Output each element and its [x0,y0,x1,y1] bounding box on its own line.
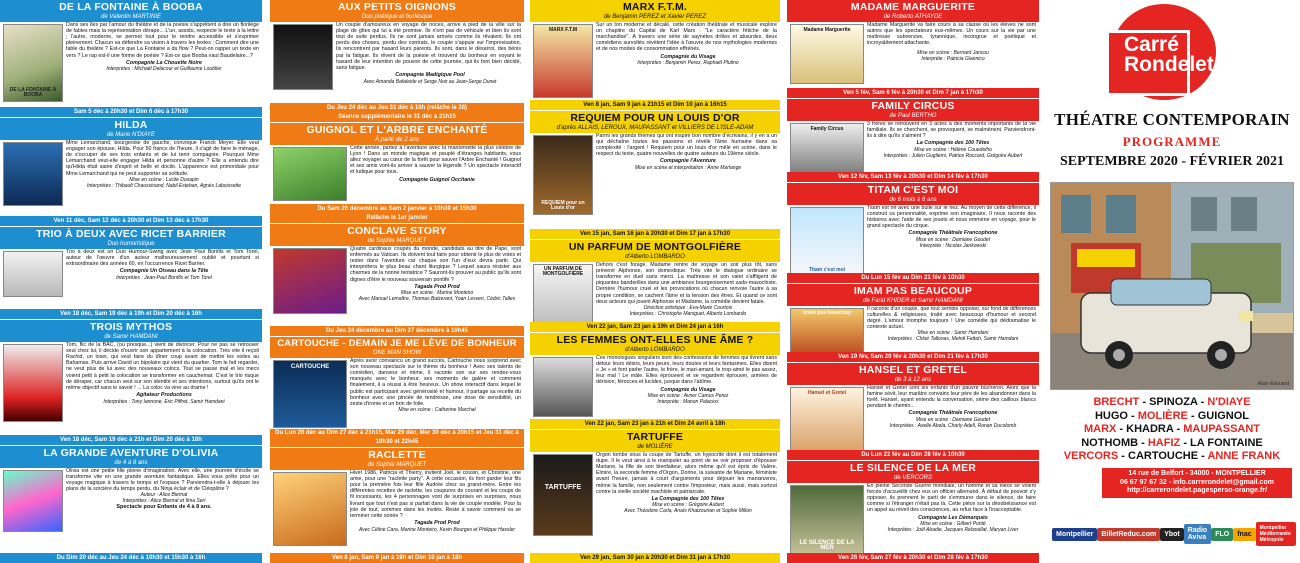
author-name: HAFIZ [1147,436,1181,449]
authors-row: VERCORS - CARTOUCHE - ANNE FRANK [1063,450,1281,462]
show-dates: Du Lun 22 fév au Dim 28 fév à 10h30 [787,450,1039,460]
show-description: Un couple d'amoureux en voyage de noces, arrive à pied de la ville sur la plage de gîtes qui lui a été promise. Ils n'ont pas de véhicule et bien ils sont tout de suite perdus. Ils ne sont jamais arrivés comme ils rêvaient. Ils ont perdu des choses, perdu des contrats, le couple s'appuie sur l'improvisation. Ils rencontrent par hasard leurs parents. Ils sont, dans le désarroi, des bénis par la fatigue. Ils rêvent de la poésie et trouvent du bonheur en voyant le hasard de leur intention de pouvoir de cette journée, qui ils font bien décidé, sans fatigue. [336,21,521,71]
show-image [273,360,347,428]
show-description: Trio à deux est un Duo Humour-Swing avec Jean Paul Bonfils et Tom Torel, auteur de l'œuvre d'un auteur malheureusement oublié et pourtant si extraordinaire des années 60, en l'occurrence Ricet Barrier. [66,248,259,267]
show-description: Après avoir convaincu un grand succès, Cartouche nous surprend avec son nouveau spectacle sur le thème du bonheur ! Avec ses talents de comédien, danseur et mime, il raconte son sur ses rendez-vous manqués avec le bonheur, ses moments de galère et comment finalement, il a réussi à être heureux. Un show interactif dans lequel le public est participant avec générosité et humour, il partage sa recette du bonheur avec une pincée de tendresse, une dose de sensibilité, un zeste d'ironie et un brin de folie. [350,357,521,407]
authors-row: NOTHOMB - HAFIZ - LA FONTAINE [1081,436,1263,449]
show-image [533,135,593,215]
show-staging: Mise en scène et interprétation : Anne Marlange [634,164,742,171]
show-author: de Samir HAMDANI [104,333,158,340]
show-title: LE SILENCE DE LA MER [849,462,977,474]
show-header [270,337,524,358]
show-staging: Mise en scène : Hélène Couedelho [914,146,992,153]
author-name: MAUPASSANT [1183,423,1261,435]
show-header [530,111,780,133]
author-name: BRECHT [1093,396,1140,408]
image-caption: UN PARFUM DE MONTGOLFIÈRE [542,265,584,277]
show-author: de Paul BERTHO [889,112,937,119]
column-1 [0,0,262,563]
show-description: Dans ses îles par l'amour du théâtre et de la poésie s'apprêtent à dire un florilège de fables mais la représentation dérape... L'un, assidu, respecte le texte à la lettre ; l'autre, moderne, se permet tout pour le rendre accessible et s'exprimer pleinement. Chacun va défendre sa vision à travers les textes : Comment dire une fable du théâtre ? Est-ce que La Fontaine a du flow ? Peut-on rapper un texte en vers ? Le rap est-il une forme de poésie ? Est-ce que Booba vaut Baudelaire...? [66,21,259,59]
show-staging: Mise en scène : Samir Hamdani [917,330,989,337]
image-caption: LE SILENCE DE LA MER [799,539,855,551]
show-credit: Interprète : Manon Palacios [657,399,719,406]
show-header [787,461,1039,483]
show-image [790,207,864,277]
show-dates: Ven 19 fév, Sam 20 fév à 20h30 et Dim 21 fév à 17h30 [787,352,1039,362]
show-title: TROIS MYTHOS [89,321,173,333]
show-company: Agitateur Productions [136,392,192,399]
show-image [790,387,864,453]
show-header [530,333,780,355]
show-description: Parmi les grands thèmes qui ont inspiré bon nombre d'écrivains, il y en a un qui déchaîne toutes les passions et révèle l'âme humaine dans sa complexité : l'argent ! Requiem pour un louis d'or mêle en scène, dans le respect du texte, quatre nouvelles de quatre auteurs du 19ème siècle. [596,132,777,158]
show-credit: Interprètes : Chloé Tallonas, Mehdi Fettah, Samir Hamdani [887,336,1019,343]
show-credit: Interprètes : Joël Abadie, Jacques Rebouillat, Maryan Liver [887,527,1019,534]
show-title: RACLETTE [368,449,426,461]
show-description: Tom, flic de la BAC, (ou presque...) vient de divorcer. Pour ne pas se retrouver seul chez lui, il décide d'ouvrir son appartement à la colocation. Très vite il reçoit Rachid, un loser, qui veut faire du dîner coup avant de mettre les voiles au Bahamas. Puis arrive David un bipolaire qui vient du quartier. Tom le fait regarder, ne veut plus de lui avec des nouveaux colocs. Tout se passe mal et les mecs voient petit à petit la colocation se transformer en cauchemar. C'est le trio risque de déraper, car chacun veut sur son identité et ses intentions, surtout qu'ils ont le même objectif sans le savoir ! ... La coloc va virer au drame ! [66,341,259,391]
show-imam [787,284,1039,362]
postal-address: 14 rue de Belfort - 34000 - MONTPELLIER [1128,470,1266,477]
show-credit: Interprète : Nicolas Jankowski [919,242,987,249]
authors-row: BRECHT - SPINOZA - N'DIAYE [1093,396,1251,408]
show-dates: Du Jeu 24 décembre au Dim 27 décembre à 19h45 [270,326,524,336]
show-description: 3 frères se retrouvent en 3 actes à des moments importants de la vie familiale. Ils se cherchent, se provoquent, se malmènent. Parviendront-ils à dire qu'ils s'aiment ? [867,120,1036,139]
show-oignons [270,0,524,122]
image-caption: CARTOUCHE [290,363,330,370]
show-credit: Avec Théodore Carla, Anaïs Khatzourian et Sophie Millon [624,508,752,515]
show-title: HILDA [114,119,148,131]
show-dates: Ven 18 déc, Sam 19 déc à 21h et Dim 20 déc à 18h [0,435,262,445]
image-caption: REQUIEM pour un Louis d'or [541,199,585,211]
show-company: Compagnie Théâtrale Francophone [908,230,998,237]
show-company: Compagnie La Chouette Noire [126,59,202,66]
show-author: de MOLIÈRE [637,443,673,450]
show-dates: Ven 5 fév, Sam 6 fév à 20h30 et Dim 7 jan à 17h30 [787,88,1039,98]
show-title: CARTOUCHE - DEMAIN JE ME LÈVE DE BONHEUR [277,338,517,349]
sponsor-logos [1052,512,1296,556]
show-image [273,248,347,314]
show-guignol [270,123,524,223]
show-dates: Du Sam 26 décembre au Sam 2 janvier à 10h30 et 15h30 [270,204,524,214]
show-dates: Ven 8 jan, Sam 9 jan à 19h et Dim 10 jan à 18h [270,553,524,563]
show-author: de 3 à 12 ans [894,376,932,383]
show-dates: Du Jeu 24 déc au Jeu 31 déc à 18h (relâche le 28) [270,103,524,113]
show-company: La Compagnie des 100 Têtes [651,495,725,502]
show-header [270,123,524,145]
image-caption: Family Circus [810,125,844,132]
show-dates: Ven 18 déc, Sam 19 déc à 19h et Dim 20 déc à 16h [0,309,262,319]
show-credit: Interprètes : Tony Iannone, Eric Piffret, Samir Hamdani [103,398,225,405]
show-title: MARX F.T.M. [622,1,688,13]
show-header [530,0,780,22]
show-hilda [0,118,262,226]
show-header [530,240,780,262]
show-dates: Du Lun 28 déc au Dim 27 déc à 21h15, Mar 29 déc, Mer 30 déc à 20h15 et Jeu 31 déc à 19h30 et 22h45 [270,429,524,447]
author-name: MOLIÈRE [1137,409,1188,422]
show-author: de 4 à 8 ans [114,459,148,466]
show-company: Compagnie Les Démarqués [918,514,988,521]
show-dates: Ven 22 jan, Sam 23 jan à 21h et Dim 24 avril à 18h [530,419,780,429]
show-marx [530,0,780,110]
show-staging: Mise en scène : Catherine Marchal [398,407,476,414]
show-image [273,24,333,90]
cover-panel [1042,0,1300,563]
show-author: de Sophie MARQUET [367,461,427,468]
sponsor-logo: Radio Aviva [1184,524,1211,544]
show-staging: Mise en scène : Lucile Dusapin [129,176,199,183]
carre-rondelet-logo [1106,4,1226,104]
show-credit: Interprète : Patricia Giannico [921,56,985,63]
show-image [790,308,864,356]
show-author: de Benjamin PEREZ et Xavier PEREZ [603,13,707,20]
show-title: UN PARFUM DE MONTGOLFIÈRE [568,241,742,253]
show-title: FAMILY CIRCUS [871,100,955,112]
show-cartouche [270,337,524,447]
show-header [787,0,1039,22]
show-femmes [530,333,780,429]
show-header [530,430,780,452]
show-credit: Interprètes : Julien Gugliemi, Patrice Roccard, Grégoire Aubert [883,152,1023,159]
show-hansel [787,363,1039,460]
show-dates: Du Dim 20 déc au Jeu 24 déc à 10h30 et 15h30 à 16h [0,553,262,563]
show-staging: Mise en scène : Marine Monteiro [400,290,474,297]
show-title: TRIO À DEUX AVEC RICET BARRIER [36,228,226,240]
author-name: MARX [1083,423,1117,435]
show-title: LA GRANDE AVENTURE D'OLIVIA [43,447,219,459]
show-credit: Interprètes : Thibault Chaussinand, Nabil Esteban, Agnès Laboissette [86,182,242,189]
show-header [270,448,524,470]
painting-signature: Alain Edouard [1257,381,1289,387]
street-scene-illustration [1051,183,1294,390]
show-olivia [0,446,262,563]
show-image [533,264,593,328]
show-titam [787,183,1039,283]
show-marguerite [787,0,1039,98]
show-dates: Ven 8 jan, Sam 9 jan à 21h15 et Dim 10 jan à 16h15 [530,100,780,110]
show-title: MADAME MARGUERITE [850,1,976,13]
show-image [790,24,864,84]
show-company: Compagnie Un Oiseau dans la Tête [119,268,209,275]
authors-row: MARX - KHADRA - MAUPASSANT [1083,423,1261,435]
show-header [0,118,262,140]
show-description: Hiver 1986, Patricia et Thierry, invitent Joël, le cousin, et Christine, une amie, pour une "raclette party". À cette occasion, ils font garder leur fils pour la première fois leur fille Audrée chez sa grand-mère. Entre les différentes recettes de raclette, les coupures de courant et les coups de fil incessants, les 4 personnages vont de surprises en surprises, nous livrant que tout n'est pas si parfait dans la vie de couple modèle. Pour la joie de tout, sommes dans les invités. Reste à savoir comment va se terminer cette soirée ? [350,469,521,519]
show-title: REQUIEM POUR UN LOUIS D'OR [570,112,740,124]
show-dates: Ven 11 déc, Sam 12 déc à 20h30 et Dim 13 déc à 17h30 [0,216,262,226]
show-company: La Compagnie des 100 Têtes [916,140,990,147]
show-note: Séance supplémentaire le 31 déc à 21h15 [270,113,524,122]
show-image [533,357,593,417]
show-description: Orgon tombe sous la coupe de Tartuffe, un hypocrite dont il est totalement dupe. Il le veut ainsi à le manipuler au point de se voir proposer d'épouser Mariane, la fille de son bienfaiteur, alors même qu'il est épris de Valère. Elmire, la seconde femme d'Orgon, Dorine, la suivante de Mariane, féministe avant l'heure, jamais à court d'arguments pour déjouer les manœuvres, même la famille, non seulement contre l'imposteur, mais aussi, mais surtout contre la vieille société machiste et patriarcale. [596,451,777,495]
show-company: Compagnie l'Aventure [659,158,716,165]
show-author: de Roberto ATHAYDE [883,13,943,20]
show-description: Olivia est une petite fille pleine d'imagination. Avec elle, une journée d'école se transforme vite en une grande aventure fantastique. Elles vous prêts pour un voyage magique à travers le temps et l'espace ? Parviendra-t-elle à déjouer les plans de la sorcière du temps perdu, du Ninja éclair et de Cléopâtre ? [66,467,259,493]
show-dates: Ven 12 fév, Sam 13 fév à 20h30 et Dim 14 fév à 17h30 [787,172,1039,182]
show-image [3,251,63,297]
cover-painting [1050,182,1294,390]
show-title: CONCLAVE STORY [347,225,447,237]
show-conclave [270,224,524,336]
author-name: LA FONTAINE [1190,436,1263,449]
author-name: VERCORS [1063,450,1119,462]
show-company: Tagada Prod Prod [414,520,460,527]
sponsor-logo: fnac [1233,528,1255,541]
image-caption: Hansel et Gretel [807,389,847,396]
image-caption: Madame Marguerite [803,26,851,33]
show-credit: Interprètes : Michaël Delacour et Guillaume Loublier [106,66,222,73]
author-name: HUGO [1094,409,1128,422]
show-dates: Ven 22 jan, Sam 23 jan à 19h et Dim 24 jan à 16h [530,322,780,332]
show-header [0,0,262,22]
show-credit: Interprètes : Benjamin Perez, Raphaël Plutino [637,60,739,67]
show-title: DE LA FONTAINE À BOOBA [59,1,203,13]
programme-label: PROGRAMME [1122,134,1222,149]
show-tartuffe [530,430,780,563]
column-2 [270,0,524,563]
show-description: Quatre cardinaux coupés du monde, candidats au titre de Pape, sont enfermés au Vatican. Ils doivent tout faire pour obtenir le plus de votes et rester dans l'aventure car chaque soir l'un d'eux devra partir. Qui interprétera le plus beau chant liturgique ? Lequel saura résister aux charmes de la nonne tentatrice ? Sauront-ils prouver au public qu'ils sont dignes d'être le nouveau souverain pontife ? [350,245,521,283]
show-author: d'Alberto LOMBARDO [625,253,685,260]
show-description: Ces monologues singuliers sont des confessions de femmes qui livrent sans détour leurs désirs, leurs peurs, leurs doutes et leurs fantasmes. Elles disent « Je » et font parler l'autre, le frère, le mari-amant, le trop-aimé le pas assez, leur mal ! Le mâle. Elles éprouvent et se regardent éprouver, armées de dérision, férocces et lucides, jusque dans l'abîme. [596,354,777,386]
show-description: Il raconte d'un couple, que tout semble opposer, sur fond de différences culturelles & religieuses, traité avec beaucoup d'humour et second degré. L'amour triomphe toujours ! Une comédie qui dédramatise le contexte actuel. [867,305,1036,331]
show-fontaine [0,0,262,117]
show-author: Duo poétique et burlesque [361,13,433,20]
image-caption: Titam c'est moi [808,267,846,273]
contact-block [1102,468,1292,498]
image-caption: DE LA FONTAINE À BOOBA [9,86,57,98]
show-company: Compagnie du Visage [660,53,716,60]
show-description: Madame Marguerite va faire cours à sa classe où les élèves ne sont autres que les spectateurs eux-mêmes. Un cours sur la vie par une maîtresse subversive, tyrannique, incongrue et poétique et incroyablement attachante. [867,21,1036,47]
show-staging: Mise en scène : Damiane Goudet [915,236,991,243]
show-author: de Marie N'DIAYE [106,131,156,138]
show-author: Duo humoristique [107,240,155,247]
show-credit: Avec Amanda Bafaleide et Serge Noir au Jean-Serge Dunet [363,78,497,85]
show-dates: Du Lun 15 fév au Dim 21 fév à 10h30 [787,273,1039,283]
show-author: À partir de 2 ans [374,136,420,143]
show-title: GUIGNOL ET L'ARBRE ENCHANTÉ [306,124,488,136]
show-header [270,224,524,246]
show-description: Titam est né avec une bulle sur le nez. Au moyen de cette différence, il construit sa personnalité, exprime son imaginaire. Il nous raconte des histoires avec l'aide de ses jouets et nous emmène en voyage, pour le grand spectacle du cirque. [867,204,1036,230]
show-description: Sur un ton moderne et décalé, cette création théâtrale et musicale explore un chapitre du Capital de Karl Marx : "Le caractère fétiche de la marchandise". À travers une série de saynètes drôles et absurdes, deux comédiens survoltés révèlent l'idée à l'œuvre de nos mythologies modernes et de nos modes de consommation effrénés. [596,21,777,53]
show-header [0,227,262,249]
show-description: En pleine Seconde Guerre mondiale, un homme et sa nièce se voient forcés d'accueillir chez eux un officier allemand. À défaut de pouvoir s'y opposer, ils prennent le parti de s'emmurer dans le silence, de faire comme si l'étranger n'était pas là. Cette pièce sur la désobéissance est un appel au réveil des consciences, au refus face à l'inacceptable. [867,482,1036,514]
show-credit: Interprètes : Jean-Paul Bonfils et Tom Torel [116,274,212,281]
author-name: ANNE FRANK [1207,450,1281,462]
author-name: N'DIAYE [1207,396,1251,408]
show-note: Spectacle pour Enfants de 4 à 8 ans. [116,504,212,511]
show-author: de 6 mois à 6 ans [889,196,937,203]
season-dates: SEPTEMBRE 2020 - FÉVRIER 2021 [1059,154,1285,169]
show-staging: Mise en scène : Gilbert Ponté [920,521,986,528]
show-header [787,183,1039,205]
theatre-title: THÉATRE CONTEMPORAIN [1054,110,1290,129]
show-description: Cette année, partez à l'aventure avec la marionnette la plus célèbre de Lyon ! Dans un monde magique et peuplé d'étranges habitants, vous allez voyager au cœur de la forêt pour sauver l'Arbre Enchanté ! Guignol et ses amis vont-ils arriver à sauver la légende ? Un spectacle interactif et ludique pour tous. [350,144,521,176]
show-author-credit: Auteur : Alice Biernat [140,492,188,499]
sponsor-logo: Ybot [1160,528,1184,541]
show-credit: Interprètes : Axelle Abela, Charly Adell, Ronan Ducolomb [889,422,1017,429]
sponsor-logo: Montpellier Méditerranée Métropole [1256,522,1296,546]
show-staging: Mise en scène : Damiane Goudet [915,416,991,423]
show-title: IMAM PAS BEAUCOUP [853,285,973,297]
show-company: Tagada Prod Prod [414,283,460,290]
show-company: Compagnie Guignol Occitanie [399,176,475,183]
column-3 [530,0,780,563]
show-title: HANSEL ET GRETEL [858,364,967,376]
image-caption: TARTUFFE [544,483,582,491]
show-title: AUX PETITS OIGNONS [338,1,456,13]
show-author: de Valentin MARTINIE [100,13,162,20]
show-image [3,142,63,206]
show-author: de VERCORS [893,474,932,481]
show-description: Hansel et Gretel sont les enfants d'un pauvre bûcheron. Alors que la famine sévit, leur marâtre convainc leur père de les abandonner dans la forêt. Hansel, ayant entendu la conversation, sème des cailloux blancs pendant le chemin... [867,384,1036,410]
show-image [3,470,63,532]
website-link[interactable]: http://carrerondelet.pagesperso-orange.fr/ [1126,487,1268,495]
show-header [787,363,1039,385]
show-parfum [530,240,780,332]
image-caption: Imam pas beaucoup [802,309,852,316]
show-dates: Ven 15 jan, Sam 16 jan à 20h30 et Dim 17 jan à 17h30 [530,229,780,239]
show-staging: Mise en scène : Grégoire Aubert [652,502,724,509]
show-title: LES FEMMES ONT-ELLES UNE ÂME ? [556,334,754,346]
show-requiem [530,111,780,239]
show-family-circus [787,99,1039,182]
show-image [3,24,63,102]
show-title: TARTUFFE [626,431,684,443]
show-author: de Farid KHIDER et Samir HAMDANI [863,297,963,304]
show-company: Compagnie du Visage [660,386,716,393]
show-credit: Avec Manuel Lemaître, Thomas Balzerant, Yoan Lesven, Cédric Talles [358,296,516,303]
sponsor-logo: FLO [1211,528,1233,541]
show-credit: Avec Céline Cara, Marine Monteiro, Kevin Bourges et Philippe Hassler [358,526,516,533]
show-image [273,472,347,546]
authors-list [1048,396,1296,464]
show-image [790,485,864,557]
author-name: GUIGNOL [1197,409,1250,422]
show-company: Compagnie Théâtrale Francophone [908,410,998,417]
show-staging: Direction artistique : Eva-Marie Courtois [643,304,733,311]
column-4 [787,0,1039,563]
show-author: de Sophie MARQUET [367,237,427,244]
show-image [533,24,593,98]
show-dates: Sam 5 déc à 20h30 et Dim 6 déc à 17h30 [0,107,262,117]
show-dates: Ven 26 fév, Sam 27 fév à 20h30 et Dim 28 fév à 17h30 [787,553,1039,563]
show-dates: Ven 29 jan, Sam 30 jan à 20h30 et Dim 31 jan à 17h30 [530,553,780,563]
show-author: d'après ALLAIS, LEROUX, MAUPASSANT et VILLIERS DE L'ISLE-ADAM [556,124,754,131]
show-image [533,454,593,536]
show-header [787,284,1039,306]
show-image [273,147,347,201]
show-description: Mme Lemarchand, bourgeoise de gauche, convoque Franck Meyer. Elle veut engager son épouse, Hilda. Pour 50 francs de l'heure, il s'agit de faire le ménage, de s'occuper de ses trois enfants et de lui tenir compagnie. Pourquoi Mme Lemarchand veut-elle engager Hilda et personne d'autre ? Elle a entendu dire qu'Hilda était saine d'esprit et belle et docile. L'apparence est primordiale pour Mme Lemarchand qui ne peut supporter sa solitude. [66,139,259,177]
show-raclette [270,448,524,563]
show-trois-mythos [0,320,262,445]
show-silence [787,461,1039,563]
show-company: Compagnie Madigique Pool [395,72,465,79]
logo-text-line-1: Carré [1124,33,1179,56]
show-author: d'Alberto LOMBARDO [625,346,685,353]
show-trio [0,227,262,319]
show-credit: Interprètes : Christophe Maniguet, Alberto Lombardo [629,310,747,317]
show-header [0,320,262,342]
show-header [270,0,524,22]
show-staging: Mise en scène : Bernard Jancou [917,50,989,57]
logo-text-line-2: Rondelet [1124,53,1214,76]
show-credit: Interprètes : Alice Biernat et Ilma Seri [122,498,206,505]
show-staging: Mise en scène : Avner Camus Perez [647,393,729,400]
show-note: Relâche le 1er janvier [270,214,524,223]
show-image [3,344,63,422]
show-title: TITAM C'EST MOI [867,184,959,196]
authors-row: HUGO - MOLIÈRE - GUIGNOL [1094,409,1250,422]
show-author: ONE MAN SHOW [372,349,422,356]
author-name: CARTOUCHE [1128,450,1199,462]
sponsor-logo: Montpellier [1052,528,1097,541]
show-header [787,99,1039,121]
show-header [0,446,262,468]
author-name: KHADRA [1126,423,1174,435]
show-image [790,123,864,177]
show-description: Dehors c'est forage. Madame rentre de voyage un soir plus tôt, sans prévenir Alphonse, son domestique. Très vite le dialogue ordinaire se transforme en duel sans merci. La maîtresse et son valet s'affligent de piquantes banderilles dans une ambiance bourgeoisement sado-masochiste. Derrière l'humour cruel et les provocations où chacun renvoie l'autre à sa propre condition, se cachent l'âme et la tension des êtres. Et quand ce sont deux acteurs qui jouent Alphonse et Madame, la comédie devient fatale. [596,261,777,305]
phone-email[interactable]: 06 67 97 67 32 - info.carrerondelet@gmail.com [1120,478,1274,486]
sponsor-logo: BilletReduc.com [1097,528,1160,541]
author-name: SPINOZA [1149,396,1198,408]
author-name: NOTHOMB [1081,436,1139,449]
image-caption: MARX F.T.M [548,26,578,33]
